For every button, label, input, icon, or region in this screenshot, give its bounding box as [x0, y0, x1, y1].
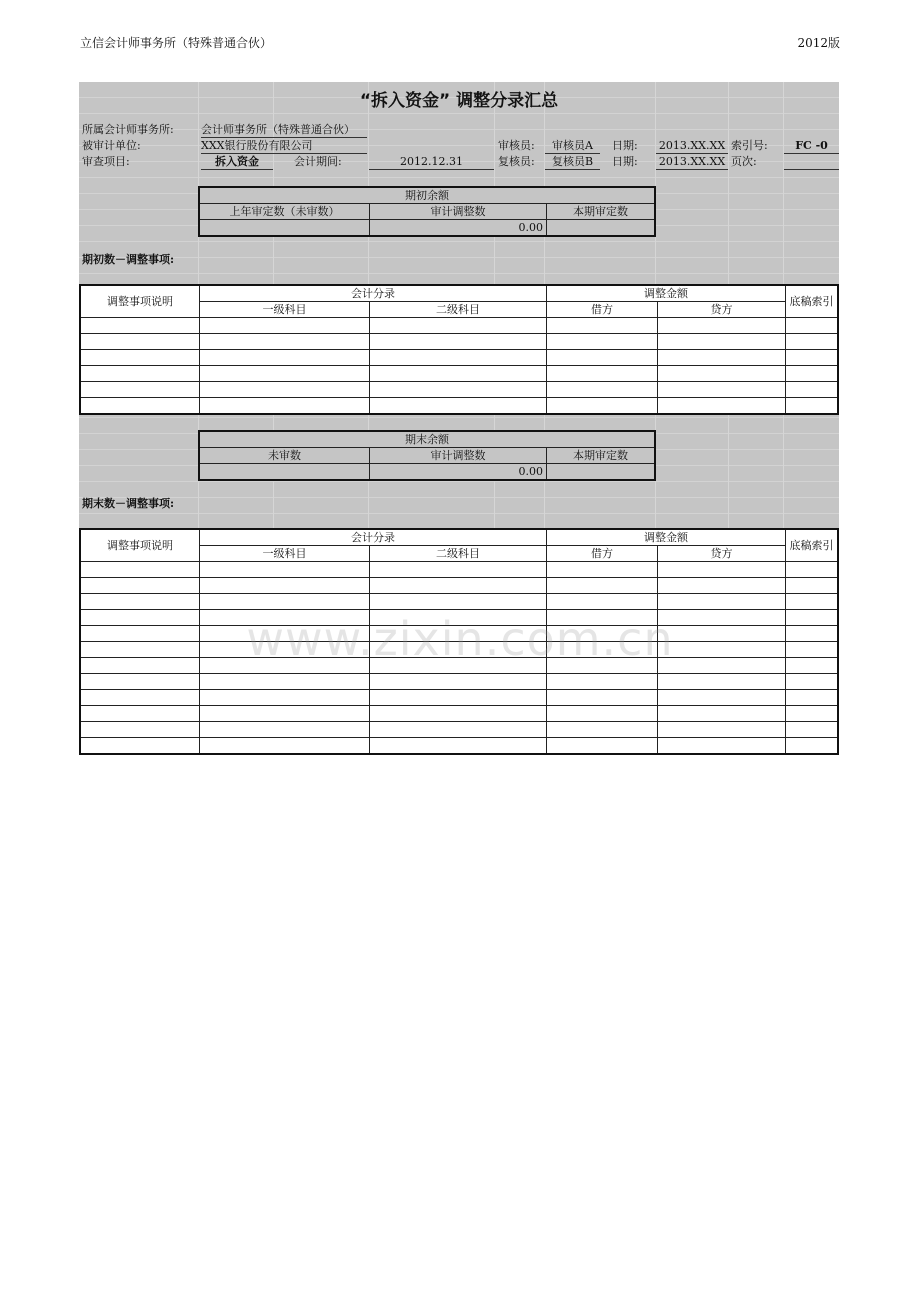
- table-cell[interactable]: [658, 722, 786, 738]
- table-cell[interactable]: [547, 334, 658, 350]
- adj-entry-header: 会计分录: [200, 285, 547, 302]
- table-cell[interactable]: [370, 350, 547, 366]
- table-cell[interactable]: [786, 578, 839, 594]
- closing-col-adjust: 审计调整数: [370, 448, 547, 464]
- table-cell[interactable]: [370, 562, 547, 578]
- table-cell[interactable]: [80, 318, 200, 334]
- table-cell[interactable]: [658, 398, 786, 415]
- table-cell[interactable]: [80, 578, 200, 594]
- opening-adjust-label: 期初数－调整事项:: [82, 253, 175, 266]
- table-cell[interactable]: [786, 318, 839, 334]
- adj-index-header: 底稿索引: [786, 529, 839, 562]
- table-cell[interactable]: [658, 690, 786, 706]
- table-cell[interactable]: [370, 594, 547, 610]
- table-cell[interactable]: [200, 674, 370, 690]
- table-row: [80, 334, 838, 350]
- table-cell[interactable]: [547, 318, 658, 334]
- adj-entry-header: 会计分录: [200, 529, 547, 546]
- firm-label: 所属会计师事务所:: [82, 123, 174, 136]
- table-cell[interactable]: [80, 350, 200, 366]
- table-cell[interactable]: [786, 398, 839, 415]
- adj-sub1-header: 一级科目: [200, 302, 370, 318]
- page-label: 页次:: [731, 155, 757, 168]
- table-cell[interactable]: [370, 690, 547, 706]
- table-cell[interactable]: [80, 398, 200, 415]
- index-value: FC -0: [784, 139, 839, 154]
- table-cell[interactable]: [658, 674, 786, 690]
- table-cell[interactable]: [547, 690, 658, 706]
- adj-amount-header: 调整金额: [547, 285, 786, 302]
- table-row: [80, 382, 838, 398]
- table-cell[interactable]: [370, 366, 547, 382]
- table-row: [80, 738, 838, 755]
- table-cell[interactable]: [370, 722, 547, 738]
- table-row: [80, 722, 838, 738]
- date1-label: 日期:: [612, 139, 638, 152]
- table-cell[interactable]: [547, 594, 658, 610]
- opening-audited-value[interactable]: [547, 220, 656, 237]
- closing-balance-title: 期末余额: [199, 431, 655, 448]
- table-cell[interactable]: [80, 594, 200, 610]
- table-cell[interactable]: [658, 738, 786, 755]
- table-cell[interactable]: [658, 382, 786, 398]
- table-cell[interactable]: [786, 690, 839, 706]
- table-cell[interactable]: [370, 398, 547, 415]
- table-cell[interactable]: [786, 738, 839, 755]
- rereviewer-label: 复核员:: [498, 155, 535, 168]
- table-cell[interactable]: [80, 690, 200, 706]
- closing-unaudited-value[interactable]: [199, 464, 370, 481]
- table-cell[interactable]: [547, 562, 658, 578]
- closing-balance-table: [198, 430, 656, 481]
- table-cell[interactable]: [786, 706, 839, 722]
- table-cell[interactable]: [80, 738, 200, 755]
- reviewer-value: 审核员A: [545, 139, 600, 154]
- table-cell[interactable]: [370, 706, 547, 722]
- adj-credit-header: 贷方: [658, 546, 786, 562]
- opening-balance-table: [198, 186, 656, 237]
- date1-value: 2013.XX.XX: [656, 139, 728, 154]
- table-cell[interactable]: [80, 562, 200, 578]
- table-cell[interactable]: [200, 722, 370, 738]
- table-row: [80, 674, 838, 690]
- table-cell[interactable]: [547, 738, 658, 755]
- adj-debit-header: 借方: [547, 302, 658, 318]
- opening-adjustments-table: [79, 284, 839, 415]
- adj-sub2-header: 二级科目: [370, 546, 547, 562]
- table-cell[interactable]: [200, 594, 370, 610]
- table-row: [80, 578, 838, 594]
- table-cell[interactable]: [547, 674, 658, 690]
- period-label: 会计期间:: [294, 155, 342, 168]
- table-cell[interactable]: [80, 334, 200, 350]
- period-value: 2012.12.31: [369, 155, 494, 170]
- watermark: www.zixin.com.cn: [246, 612, 674, 666]
- table-cell[interactable]: [80, 706, 200, 722]
- rereviewer-value: 复核员B: [545, 155, 600, 170]
- table-cell[interactable]: [547, 398, 658, 415]
- closing-adjust-label: 期末数－调整事项:: [82, 497, 175, 510]
- closing-col-audited: 本期审定数: [547, 448, 656, 464]
- table-cell[interactable]: [547, 722, 658, 738]
- table-row: [80, 350, 838, 366]
- table-cell[interactable]: [200, 334, 370, 350]
- closing-adjust-value[interactable]: 0.00: [370, 464, 547, 481]
- table-row: [80, 398, 838, 415]
- table-row: [80, 318, 838, 334]
- table-cell[interactable]: [80, 722, 200, 738]
- project-value: 拆入资金: [201, 155, 273, 170]
- table-row: [80, 562, 838, 578]
- closing-col-unaudited: 未审数: [199, 448, 370, 464]
- table-cell[interactable]: [547, 366, 658, 382]
- table-cell[interactable]: [547, 350, 658, 366]
- table-cell[interactable]: [786, 334, 839, 350]
- table-cell[interactable]: [786, 366, 839, 382]
- table-cell[interactable]: [786, 382, 839, 398]
- adj-credit-header: 贷方: [658, 302, 786, 318]
- table-cell[interactable]: [200, 706, 370, 722]
- table-cell[interactable]: [658, 350, 786, 366]
- adj-amount-header: 调整金额: [547, 529, 786, 546]
- opening-prior-value[interactable]: [199, 220, 370, 237]
- project-label: 审查项目:: [82, 155, 130, 168]
- table-cell[interactable]: [547, 706, 658, 722]
- closing-audited-value[interactable]: [547, 464, 656, 481]
- index-label: 索引号:: [731, 139, 768, 152]
- table-cell[interactable]: [370, 578, 547, 594]
- header-firm: 立信会计师事务所（特殊普通合伙）: [80, 36, 273, 50]
- date2-label: 日期:: [612, 155, 638, 168]
- table-row: [80, 706, 838, 722]
- table-cell[interactable]: [547, 382, 658, 398]
- table-cell[interactable]: [786, 594, 839, 610]
- adj-desc-header: 调整事项说明: [80, 529, 200, 562]
- entity-value: XXX银行股份有限公司: [201, 139, 367, 154]
- table-cell[interactable]: [370, 334, 547, 350]
- opening-balance-title: 期初余额: [199, 187, 655, 204]
- table-cell[interactable]: [658, 334, 786, 350]
- table-row: [80, 690, 838, 706]
- table-cell[interactable]: [786, 722, 839, 738]
- entity-label: 被审计单位:: [82, 139, 141, 152]
- table-cell[interactable]: [786, 674, 839, 690]
- reviewer-label: 审核员:: [498, 139, 535, 152]
- table-cell[interactable]: [200, 578, 370, 594]
- table-cell[interactable]: [200, 398, 370, 415]
- table-cell[interactable]: [370, 318, 547, 334]
- table-cell[interactable]: [547, 578, 658, 594]
- table-cell[interactable]: [786, 350, 839, 366]
- table-cell[interactable]: [370, 382, 547, 398]
- table-cell[interactable]: [80, 674, 200, 690]
- table-cell[interactable]: [658, 706, 786, 722]
- opening-adjust-value[interactable]: 0.00: [370, 220, 547, 237]
- table-row: [80, 594, 838, 610]
- sheet-title: “拆入资金” 调整分录汇总: [359, 91, 559, 111]
- table-cell[interactable]: [200, 366, 370, 382]
- table-cell[interactable]: [200, 562, 370, 578]
- table-cell[interactable]: [200, 382, 370, 398]
- adj-sub2-header: 二级科目: [370, 302, 547, 318]
- table-row: [80, 366, 838, 382]
- adj-desc-header: 调整事项说明: [80, 285, 200, 318]
- table-cell[interactable]: [658, 562, 786, 578]
- table-cell[interactable]: [200, 318, 370, 334]
- adj-sub1-header: 一级科目: [200, 546, 370, 562]
- table-cell[interactable]: [658, 318, 786, 334]
- page-value: [784, 155, 839, 170]
- opening-col-prior: 上年审定数（未审数）: [199, 204, 370, 220]
- table-cell[interactable]: [658, 594, 786, 610]
- header-version: 2012版: [797, 36, 840, 50]
- table-cell[interactable]: [200, 690, 370, 706]
- table-cell[interactable]: [200, 350, 370, 366]
- table-cell[interactable]: [80, 366, 200, 382]
- opening-col-adjust: 审计调整数: [370, 204, 547, 220]
- table-cell[interactable]: [658, 578, 786, 594]
- table-cell[interactable]: [370, 738, 547, 755]
- adj-debit-header: 借方: [547, 546, 658, 562]
- table-cell[interactable]: [370, 674, 547, 690]
- table-cell[interactable]: [786, 562, 839, 578]
- table-cell[interactable]: [80, 382, 200, 398]
- table-cell[interactable]: [200, 738, 370, 755]
- adj-index-header: 底稿索引: [786, 285, 839, 318]
- date2-value: 2013.XX.XX: [656, 155, 728, 170]
- table-cell[interactable]: [658, 366, 786, 382]
- opening-col-audited: 本期审定数: [547, 204, 656, 220]
- firm-value: 会计师事务所（特殊普通合伙）: [201, 123, 367, 138]
